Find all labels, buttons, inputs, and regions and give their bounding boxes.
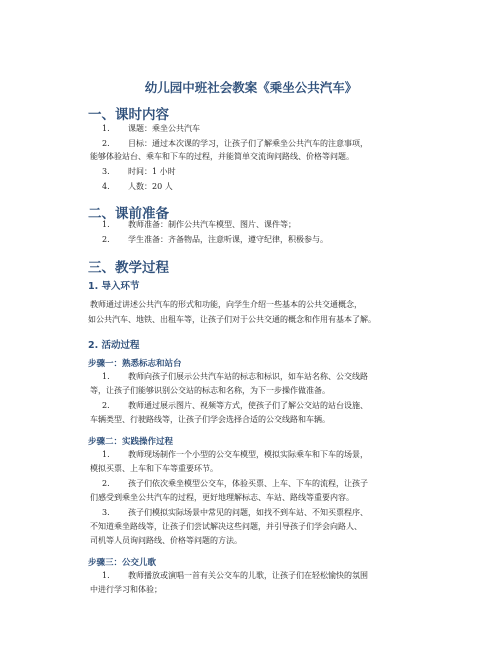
list-text-continuation: 车辆类型、行驶路线等，让孩子们学会选择合适的公交线路和车辆。 (90, 415, 330, 424)
list-item (102, 219, 296, 231)
list-number: 3. (102, 167, 110, 176)
list-number: 2. (102, 479, 110, 488)
list-item (102, 507, 368, 519)
list-text-continuation: 们感受到乘坐公共汽车的过程，更好地理解标志、车站、路线等重要内容。 (90, 493, 354, 502)
list-text-continuation: 中进行学习和体验； (90, 585, 162, 594)
list-text-continuation: 不知道乘坐路线等，让孩子们尝试解决这些问题，并引导孩子们学会向路人、 (90, 522, 362, 531)
list-text: 教师向孩子们展示公共汽车站的标志和标识，如车站名称、公交线路 (128, 372, 368, 381)
paragraph-line: 教师通过讲述公共汽车的形式和功能，向学生介绍一些基本的公共交通概念， (90, 300, 362, 309)
list-item (102, 570, 368, 582)
list-text: 教师播放或演唱一首有关公交车的儿歌，让孩子们在轻松愉快的氛围 (128, 571, 368, 580)
list-item (102, 478, 368, 490)
list-text: 课题：乘坐公共汽车 (128, 124, 200, 133)
list-text-continuation: 模拟买票、上车和下车等重要环节。 (90, 464, 218, 473)
subsection-heading-intro: 1. 导入环节 (88, 281, 140, 292)
list-item (102, 138, 368, 150)
list-text: 教师现场制作一个小型的公交车模型，模拟实际乘车和下车的场景， (128, 450, 368, 459)
list-text: 时间：1 小时 (128, 167, 176, 176)
paragraph-line: 如公共汽车、地铁、出租车等，让孩子们对于公共交通的概念和作用有基本了解。 (88, 315, 376, 324)
list-number: 1. (102, 124, 110, 133)
list-text-continuation: 司机等人员询问路线、价格等问题的方法。 (90, 536, 242, 545)
list-item (102, 449, 368, 461)
list-text: 人数：20 人 (128, 182, 173, 191)
list-number: 4. (102, 182, 110, 191)
list-number: 2. (102, 401, 110, 410)
list-number: 2. (102, 235, 110, 244)
list-number: 1. (102, 450, 110, 459)
list-text: 孩子们依次乘坐模型公交车，体验买票、上车、下车的流程，让孩子 (128, 479, 368, 488)
list-text: 孩子们模拟实际场景中常见的问题，如找不到车站、不知买票程序、 (128, 508, 368, 517)
section-heading-course-content: 一、课时内容 (88, 107, 169, 123)
list-item (102, 371, 368, 383)
list-text: 学生准备：齐备物品，注意听课，遵守纪律，积极参与。 (128, 235, 328, 244)
section-heading-preparation: 二、课前准备 (88, 206, 169, 222)
list-text: 教师通过展示图片、视频等方式，使孩子们了解公交站的站台设施、 (128, 401, 368, 410)
list-number: 1. (102, 372, 110, 381)
step-heading: 步骤二：实践操作过程 (88, 437, 174, 447)
list-item (102, 400, 368, 412)
step-heading: 步骤一：熟悉标志和站台 (88, 359, 182, 369)
list-item (102, 181, 173, 193)
list-text-continuation: 等，让孩子们能够识别公交站的标志和名称，为下一步操作做准备。 (90, 386, 330, 395)
subsection-heading-activity: 2. 活动过程 (88, 340, 140, 351)
list-text: 目标：通过本次课的学习，让孩子们了解乘坐公共汽车的注意事项， (128, 139, 368, 148)
list-text: 教师准备：制作公共汽车模型、图片、课件等； (128, 220, 296, 229)
list-number: 1. (102, 220, 110, 229)
list-item (102, 166, 176, 178)
list-number: 1. (102, 571, 110, 580)
list-item (102, 234, 328, 246)
list-number: 3. (102, 508, 110, 517)
list-item (102, 123, 200, 135)
step-heading: 步骤三：公交儿歌 (88, 558, 157, 568)
document-title: 幼儿园中班社会教案《乘坐公共汽车》 (144, 80, 358, 95)
section-heading-teaching-process: 三、教学过程 (88, 260, 169, 276)
list-number: 2. (102, 139, 110, 148)
list-text-continuation: 能够体验站台、乘车和下车的过程，并能简单交流询问路线、价格等问题。 (90, 152, 354, 161)
